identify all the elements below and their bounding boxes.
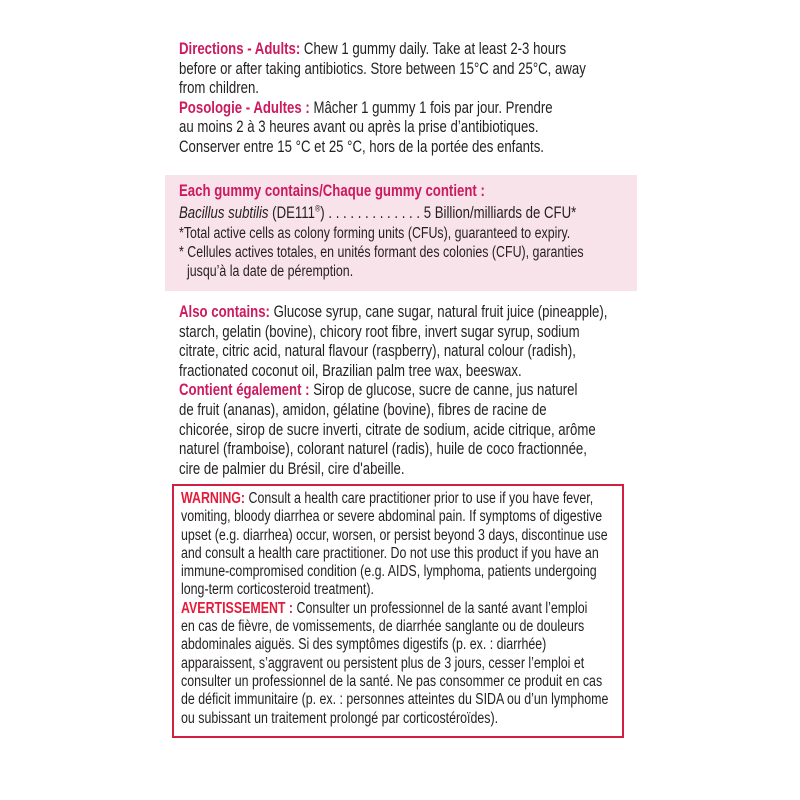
- warning-fr-label: AVERTISSEMENT :: [181, 599, 294, 617]
- also-contains-section: [179, 303, 607, 479]
- warning-fr-line: apparaissent, s’aggravent ou persistent plus de 3 jours, cesser l’emploi et: [181, 654, 585, 672]
- directions-fr-label: Posologie - Adultes :: [179, 98, 310, 117]
- ingredient-amount: 5 Billion/milliards de CFU*: [423, 204, 577, 222]
- warning-fr-line: de déficit immunitaire (p. ex. : personnes atteintes du SIDA ou d’un lymphome: [181, 691, 609, 709]
- directions-en-label: Directions - Adults:: [179, 40, 301, 58]
- warning-en-line: and consult a health care practitioner. Do not use this product if you have an: [181, 544, 599, 562]
- also-contains-en-label: Also contains:: [179, 303, 270, 321]
- warning-en-line: upset (e.g. diarrhea) occur, worsen, or persist beyond 3 days, discontinue use: [181, 526, 608, 544]
- contents-heading: Each gummy contains/Chaque gummy contient :: [179, 182, 485, 200]
- also-contains-en-line: citrate, citric acid, natural flavour (raspberry), natural colour (radish),: [179, 342, 576, 361]
- registered-mark: ®: [314, 203, 321, 214]
- directions-fr-line: au moins 2 à 3 heures avant ou après la prise d’antibiotiques.: [179, 118, 539, 137]
- also-contains-fr-line: chicorée, sirop de sucre inverti, citrate de sodium, acide citrique, arôme: [179, 420, 596, 439]
- directions-en-line: from children.: [179, 79, 259, 98]
- warning-en-line: WARNING: Consult a health care practitioner prior to use if you have fever,: [181, 490, 594, 507]
- also-contains-en-line: starch, gelatin (bovine), chicory root fibre, invert sugar syrup, sodium: [179, 322, 580, 341]
- also-contains-en-line: Also contains: Glucose syrup, cane sugar, natural fruit juice (pineapple),: [179, 303, 608, 321]
- contents-section: [179, 181, 584, 281]
- dot-leader: . . . . . . . . . . . . .: [324, 204, 424, 222]
- also-contains-fr-line: naturel (framboise), colorant naturel (radis), huile de coco fractionnée,: [179, 440, 587, 459]
- directions-section: [179, 40, 586, 158]
- warning-section: [181, 490, 608, 728]
- directions-fr-line: Posologie - Adultes : Mâcher 1 gummy 1 fois par jour. Prendre: [179, 98, 553, 117]
- directions-en-line: before or after taking antibiotics. Store between 15°C and 25°C, away: [179, 59, 586, 78]
- also-contains-fr-label: Contient également :: [179, 381, 310, 400]
- warning-fr-line: abdominales aiguës. Si des symptômes digestifs (p. ex. : diarrhée): [181, 636, 547, 654]
- directions-en-line: Directions - Adults: Chew 1 gummy daily. Take at least 2-3 hours: [179, 40, 567, 58]
- ingredient-row: Bacillus subtilis (DE111®) . . . . . . . . . . . . . 5 Billion/milliards de CFU*: [179, 203, 577, 222]
- warning-fr-line: ou subissant un traitement prolongé par corticostéroïdes).: [181, 709, 499, 727]
- warning-fr-line: AVERTISSEMENT : Consulter un professionnel de la santé avant l’emploi: [181, 599, 588, 617]
- warning-en-line: long-term corticosteroid treatment).: [181, 581, 374, 599]
- warning-en-line: immune-compromised condition (e.g. AIDS, lymphoma, patients undergoing: [181, 563, 597, 581]
- warning-fr-line: consulter un professionnel de la santé. Ne pas consommer ce produit en cas: [181, 672, 603, 690]
- footnote-en: *Total active cells as colony forming units (CFUs), guaranteed to expiry.: [179, 225, 571, 242]
- footnote-fr: jusqu’à la date de péremption.: [187, 263, 354, 280]
- warning-fr-line: en cas de fièvre, de vomissements, de diarrhée sanglante ou de douleurs: [181, 618, 585, 636]
- directions-fr-line: Conserver entre 15 °C et 25 °C, hors de la portée des enfants.: [179, 137, 544, 156]
- footnote-fr: * Cellules actives totales, en unités formant des colonies (CFU), garanties: [179, 244, 584, 261]
- also-contains-fr-line: de fruit (ananas), amidon, gélatine (bovine), fibres de racine de: [179, 400, 547, 419]
- warning-en-line: vomiting, bloody diarrhea or severe abdominal pain. If symptoms of digestive: [181, 508, 603, 526]
- also-contains-fr-line: cire de palmier du Brésil, cire d'abeille.: [179, 459, 405, 478]
- also-contains-en-line: fractionated coconut oil, Brazilian palm tree wax, beeswax.: [179, 361, 522, 380]
- also-contains-fr-line: Contient également : Sirop de glucose, sucre de canne, jus naturel: [179, 381, 578, 400]
- ingredient-name: Bacillus subtilis: [179, 204, 269, 222]
- warning-en-label: WARNING:: [181, 490, 246, 507]
